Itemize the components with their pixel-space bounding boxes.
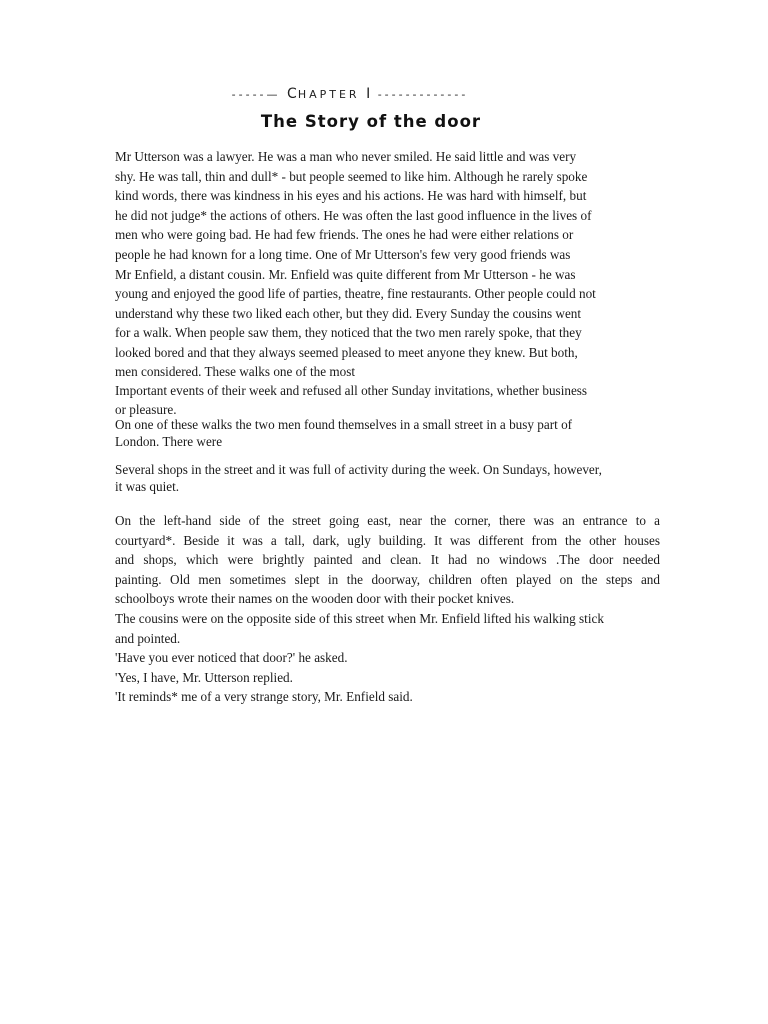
text-line: shy. He was tall, thin and dull* - but people seemed to like him. Although he rarely spoke <box>115 168 588 184</box>
text-line: London. There were <box>115 433 223 449</box>
text-line: Mr Utterson was a lawyer. He was a man who never smiled. He said little and was very <box>115 149 577 164</box>
text-line: kind words, there was kindness in his eyes and his actions. He was hard with himself, but <box>115 188 587 204</box>
text-line: looked bored and that they always seemed pleased to meet anyone they knew. But both, <box>115 344 578 360</box>
text-line: or pleasure. <box>115 401 177 417</box>
text-line: Mr Enfield, a distant cousin. Mr. Enfield was quite different from Mr Utterson - he was <box>115 266 576 282</box>
text-line: courtyard*. Beside it was a tall, dark, ugly building. It was different from the other houses <box>115 532 660 548</box>
chapter-dash: — <box>266 88 281 101</box>
chapter-first-letter: C <box>287 86 298 102</box>
paragraph-1 <box>115 147 635 380</box>
text-line: men who were going bad. He had few friends. The ones he had were either relations or <box>115 227 574 243</box>
text-line: it was quiet. <box>115 478 180 494</box>
paragraph-5 <box>115 511 660 609</box>
text-line: for a walk. When people saw them, they noticed that the two men rarely spoke, that they <box>115 325 582 341</box>
page-title: The Story of the door <box>260 112 482 131</box>
text-line: he did not judge* the actions of others. He was often the last good influence in the lives of <box>115 207 592 223</box>
text-line: painting. Old men sometimes slept in the doorway, children often played on the steps and <box>115 571 660 587</box>
text-line: 'Have you ever noticed that door?' he asked. <box>115 650 348 666</box>
text-line: 'Yes, I have, Mr. Utterson replied. <box>115 669 293 685</box>
text-line: Several shops in the street and it was full of activity during the week. On Sundays, however, <box>115 462 602 477</box>
text-line: and pointed. <box>115 630 181 646</box>
text-line: Important events of their week and refused all other Sunday invitations, whether business <box>115 383 588 398</box>
chapter-word: HAPTER <box>297 88 360 101</box>
chapter-heading <box>0 86 700 102</box>
paragraph-4 <box>115 462 635 495</box>
text-line: On one of these walks the two men found themselves in a small street in a busy part of <box>115 417 573 432</box>
text-line: understand why these two liked each other, but they did. Every Sunday the cousins went <box>115 305 582 321</box>
chapter-prefix: ----- <box>231 88 267 101</box>
text-line: and shops, which were brightly painted and clean. It had no windows .The door needed <box>115 552 660 568</box>
text-line: men considered. These walks one of the most <box>115 363 356 379</box>
text-line: young and enjoyed the good life of parties, theatre, fine restaurants. Other people could not <box>115 286 596 302</box>
paragraph-6 <box>115 609 635 707</box>
text-line: people he had known for a long time. One of Mr Utterson's few very good friends was <box>115 246 571 262</box>
text-line: 'It reminds* me of a very strange story, Mr. Enfield said. <box>115 689 413 705</box>
paragraph-3 <box>115 417 635 450</box>
chapter-numeral: I <box>366 86 372 102</box>
chapter-suffix: ------------- <box>377 88 469 101</box>
paragraph-2 <box>115 381 635 418</box>
text-line: schoolboys wrote their names on the wooden door with their pocket knives. <box>115 591 515 607</box>
text-line: The cousins were on the opposite side of this street when Mr. Enfield lifted his walking stick <box>115 611 604 626</box>
text-line: On the left-hand side of the street going east, near the corner, there was an entrance to a <box>115 513 660 528</box>
